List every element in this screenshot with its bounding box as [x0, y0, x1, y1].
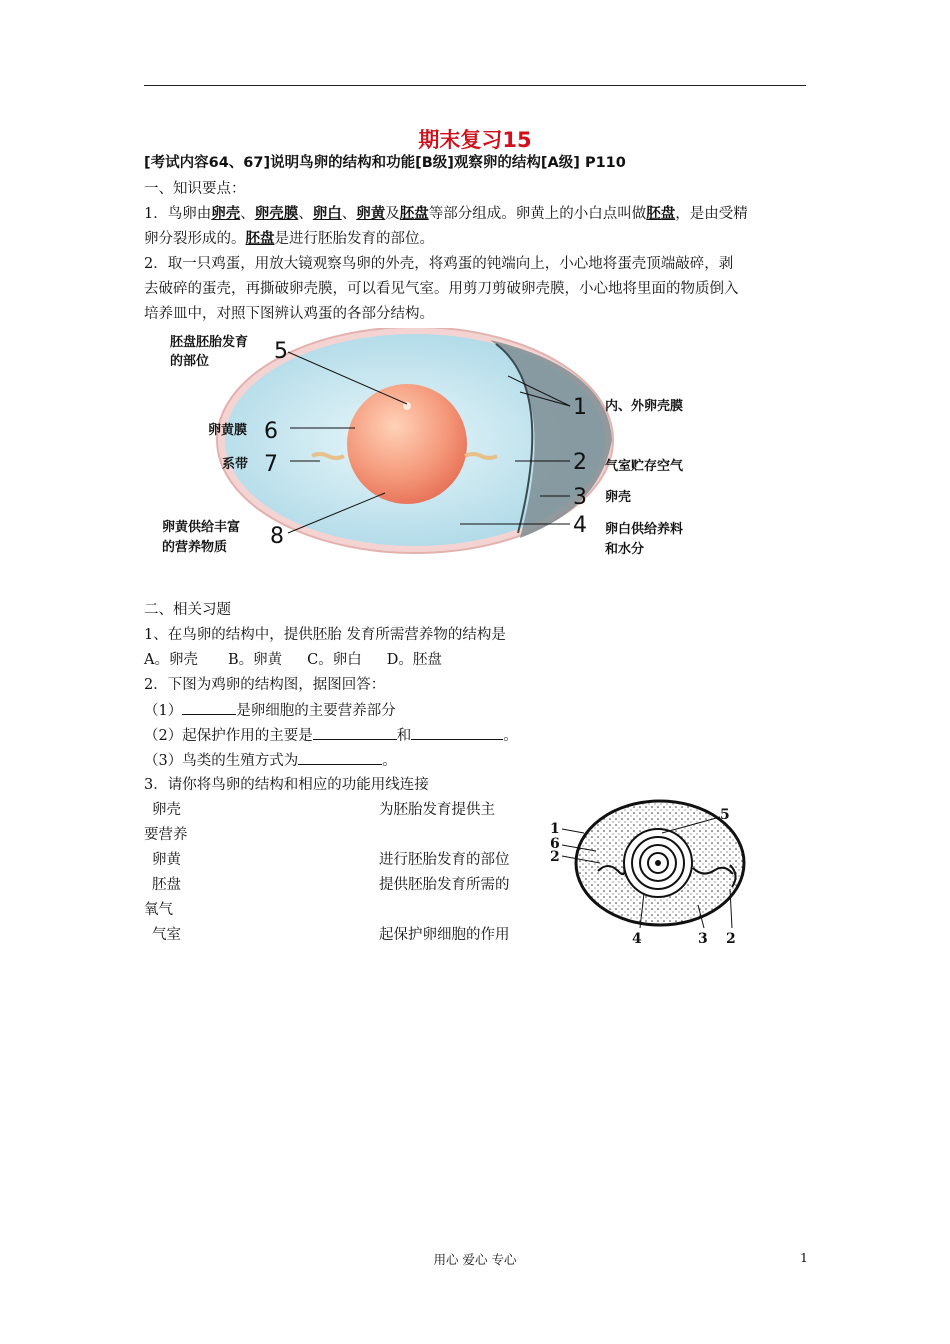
- text: 、: [341, 206, 357, 222]
- exam-scope-line: [考试内容64、67]说明鸟卵的结构和功能[B级]观察卵的结构[A级] P110: [144, 155, 626, 171]
- match-left-disc[interactable]: 胚盘: [152, 877, 181, 893]
- label-germinal-disc-2: 的部位: [170, 354, 210, 369]
- number-2: 2: [573, 450, 587, 475]
- label-air-cell: 气室贮存空气: [605, 459, 684, 474]
- text: 1．鸟卵由: [144, 206, 212, 222]
- knowledge-point-1-line2: [144, 229, 434, 249]
- answer-blank[interactable]: [411, 725, 503, 740]
- knowledge-point-2-line1: 2．取一只鸡蛋，用放大镜观察鸟卵的外壳，将鸡蛋的钝端向上，小心地将蛋壳顶端敲碎，剥: [144, 256, 734, 272]
- number-4: 4: [573, 513, 587, 538]
- text: 。: [503, 728, 518, 744]
- number-2: 2: [550, 849, 560, 865]
- match-right-development[interactable]: 进行胚胎发育的部位: [379, 852, 510, 868]
- label-shell-membranes: 内、外卵壳膜: [605, 399, 684, 414]
- text: 及: [385, 206, 400, 222]
- text: （1）: [144, 703, 183, 719]
- answer-blank[interactable]: [182, 700, 236, 715]
- number-6: 6: [550, 836, 560, 852]
- label-germinal-disc: 胚盘胚胎发育: [170, 335, 249, 350]
- option-d[interactable]: D。胚盘: [386, 652, 442, 668]
- text: 等部分组成。卵黄上的小白点叫做: [428, 206, 647, 222]
- term-germinal-disc: 胚盘: [245, 230, 275, 247]
- number-2: 2: [726, 931, 736, 947]
- text: （2）起保护作用的主要是: [144, 728, 313, 744]
- egg-structure-diagram: [160, 328, 730, 566]
- number-6: 6: [264, 419, 278, 444]
- term-germinal-disc: 胚盘: [399, 205, 429, 222]
- label-yolk-membrane: 卵黄膜: [208, 423, 248, 438]
- text: 。: [382, 753, 397, 769]
- page-title: 期末复习15: [418, 128, 532, 152]
- number-1: 1: [573, 395, 587, 420]
- number-4: 4: [632, 931, 642, 947]
- label-albumen-2: 和水分: [605, 542, 645, 557]
- term-shell-membrane: 卵壳膜: [254, 205, 299, 222]
- match-right-oxygen[interactable]: 提供胚胎发育所需的: [379, 877, 510, 893]
- match-right-nutrition[interactable]: 为胚胎发育提供主: [379, 802, 495, 818]
- term-shell: 卵壳: [211, 205, 241, 222]
- label-shell: 卵壳: [605, 490, 632, 505]
- number-3: 3: [698, 931, 708, 947]
- term-yolk: 卵黄: [356, 205, 386, 222]
- match-left-yolk[interactable]: 卵黄: [152, 852, 181, 868]
- text: 、: [298, 206, 313, 222]
- question-2-2: [144, 725, 518, 746]
- pointer: [562, 829, 584, 833]
- question-3: 3．请你将鸟卵的结构和相应的功能用线连接: [144, 777, 429, 793]
- header-rule: [144, 85, 806, 86]
- text: ，是由受精: [675, 206, 748, 222]
- label-yolk-nutrients-2: 的营养物质: [162, 540, 228, 555]
- option-a[interactable]: A。卵壳: [144, 652, 198, 668]
- section1-heading: 一、知识要点：: [144, 181, 246, 197]
- option-c[interactable]: C。卵白: [307, 652, 362, 668]
- option-b[interactable]: B。卵黄: [227, 652, 283, 668]
- match-left-shell[interactable]: 卵壳: [152, 802, 181, 818]
- yolk-center: [655, 860, 661, 866]
- label-albumen: 卵白供给养料: [605, 522, 684, 537]
- text: 卵分裂形成的。: [144, 231, 246, 247]
- question-2-1: [144, 700, 396, 721]
- match-right-oxygen-wrap: 氧气: [144, 902, 173, 918]
- term-germinal-disc: 胚盘: [646, 205, 676, 222]
- match-left-air-cell[interactable]: 气室: [152, 927, 181, 943]
- question-2: 2．下图为鸡卵的结构图，据图回答：: [144, 677, 386, 693]
- number-7: 7: [264, 452, 278, 477]
- number-5: 5: [720, 807, 730, 823]
- page-footer: 用心 爱心 专心: [433, 1252, 517, 1267]
- match-right-protection[interactable]: 起保护卵细胞的作用: [379, 927, 510, 943]
- number-8: 8: [270, 524, 284, 549]
- answer-blank[interactable]: [298, 750, 382, 765]
- label-yolk-nutrients: 卵黄供给丰富: [162, 520, 241, 535]
- egg-line-diagram: [548, 793, 748, 953]
- page-number: 1: [800, 1250, 808, 1265]
- text: 是卵细胞的主要营养部分: [236, 703, 396, 719]
- number-5: 5: [274, 339, 288, 364]
- answer-blank[interactable]: [313, 725, 397, 740]
- term-albumen: 卵白: [312, 205, 342, 222]
- knowledge-point-2-line2: 去破碎的蛋壳，再撕破卵壳膜，可以看见气室。用剪刀剪破卵壳膜，小心地将里面的物质倒入: [144, 281, 739, 297]
- question-2-3: [144, 750, 397, 771]
- knowledge-point-1-line1: [144, 204, 748, 224]
- knowledge-point-2-line3: 培养皿中，对照下图辨认鸡蛋的各部分结构。: [144, 306, 434, 322]
- text: 和: [396, 728, 412, 744]
- question-1: 1、在鸟卵的结构中，提供胚胎 发育所需营养物的结构是: [144, 627, 506, 643]
- match-right-nutrition-wrap: 要营养: [144, 827, 188, 843]
- section2-heading: 二、相关习题: [144, 602, 231, 618]
- text: 是进行胚胎发育的部位。: [274, 231, 434, 247]
- text: （3）鸟类的生殖方式为: [144, 753, 299, 769]
- label-chalaza: 系带: [222, 457, 249, 472]
- question-1-options: [144, 650, 442, 670]
- text: 、: [240, 206, 255, 222]
- number-1: 1: [550, 821, 560, 837]
- number-3: 3: [573, 485, 587, 510]
